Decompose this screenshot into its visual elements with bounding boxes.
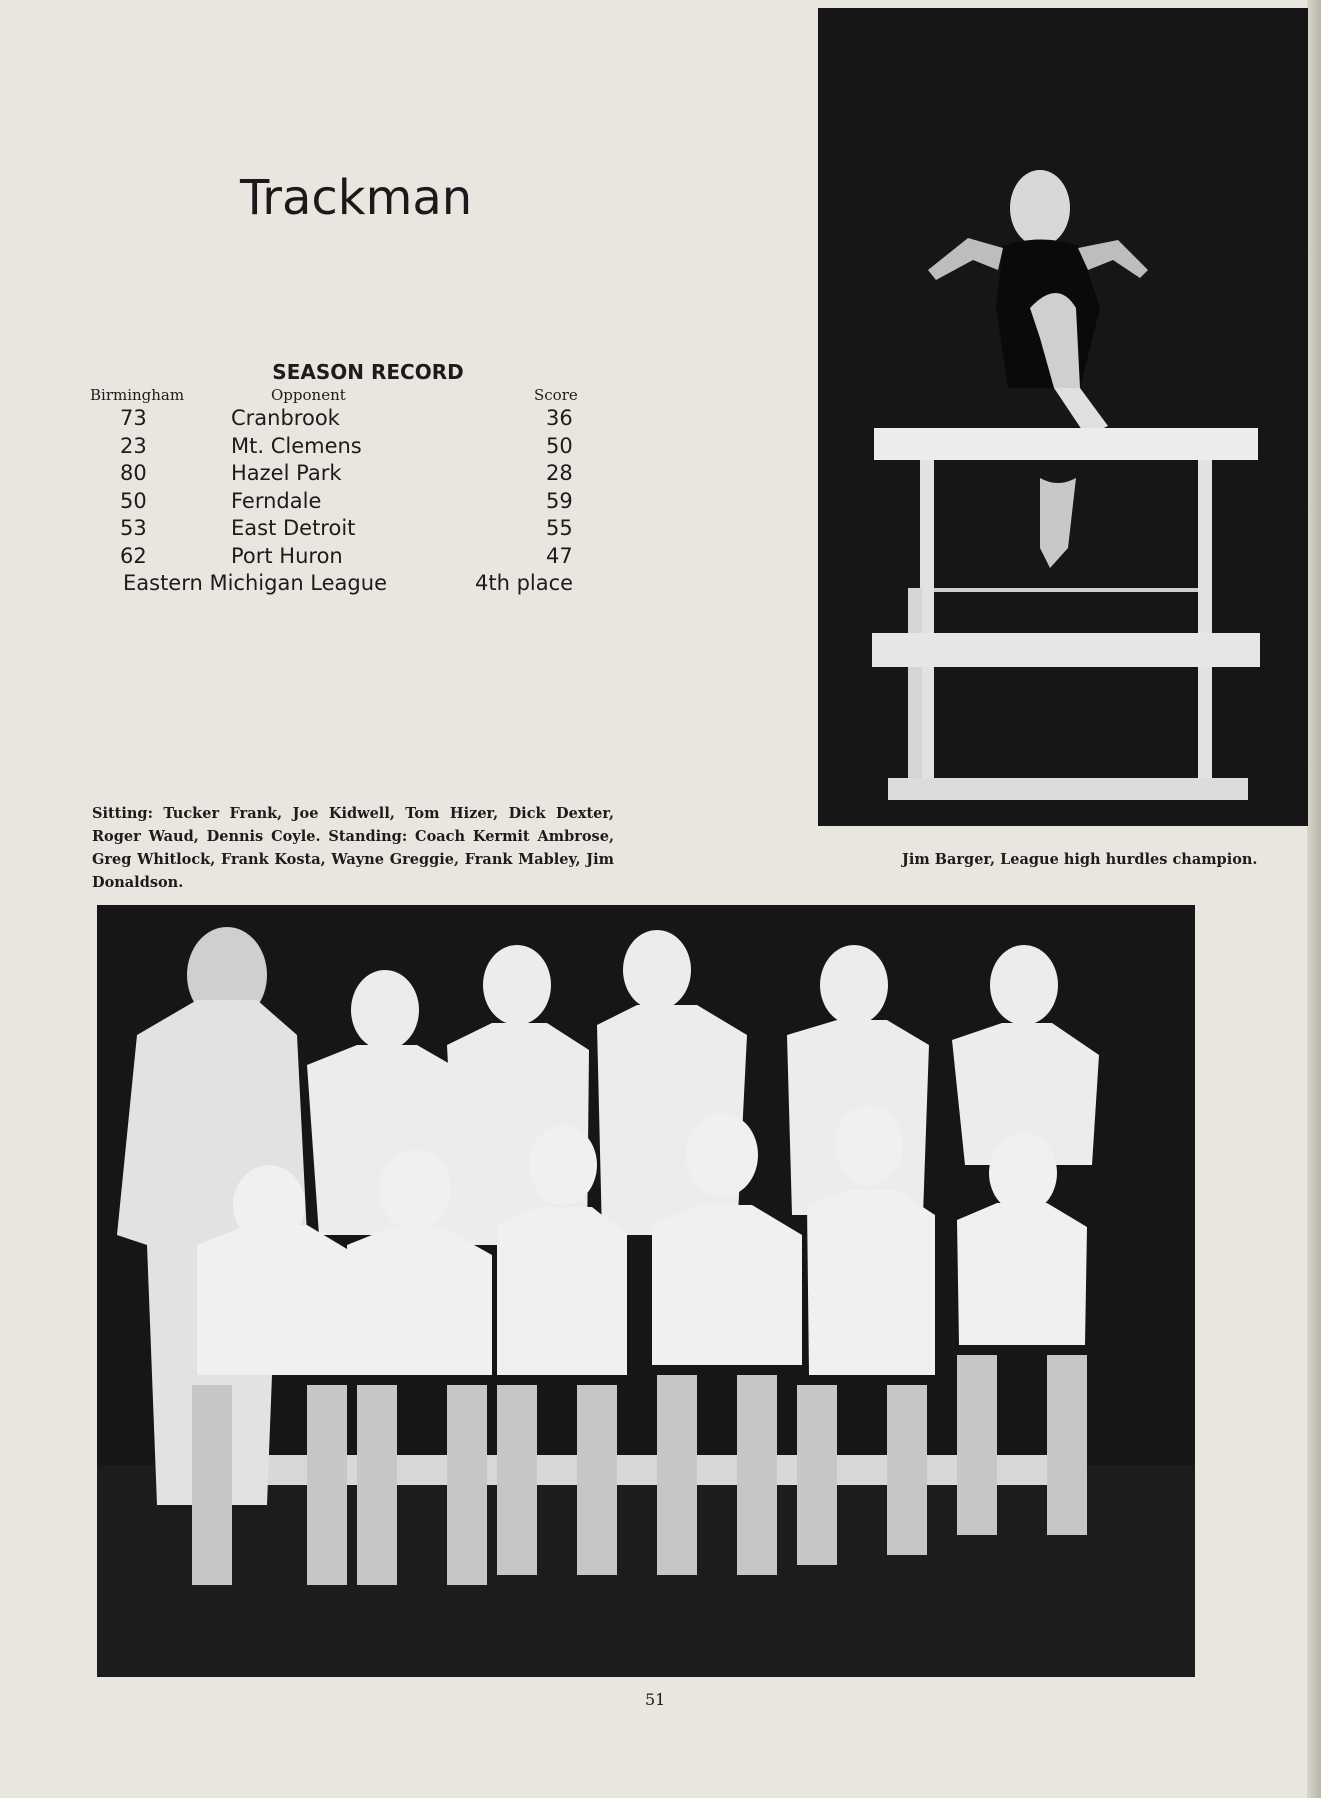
opponent-score: 59 — [546, 488, 573, 513]
column-score: Score — [534, 386, 578, 404]
birmingham-score: 73 — [120, 406, 147, 430]
birmingham-score: 23 — [120, 433, 147, 458]
opponent-score: 47 — [546, 543, 573, 568]
column-birmingham: Birmingham — [90, 386, 185, 404]
season-record-table — [88, 360, 588, 599]
opponent-score: 28 — [546, 461, 573, 485]
birmingham-score: 62 — [120, 543, 147, 568]
league-result: 4th place — [475, 571, 574, 595]
record-row — [88, 489, 588, 517]
league-row — [88, 571, 588, 599]
column-opponent: Opponent — [271, 386, 346, 404]
opponent-score: 36 — [546, 406, 573, 430]
record-row — [88, 406, 588, 434]
season-record-heading: SEASON RECORD — [272, 360, 464, 384]
hurdle-caption: Jim Barger, League high hurdles champion. — [902, 851, 1258, 868]
opponent-name: Mt. Clemens — [231, 433, 362, 458]
birmingham-score: 53 — [120, 516, 147, 540]
record-row — [88, 544, 588, 572]
birmingham-score: 80 — [120, 461, 147, 485]
opponent-name: East Detroit — [231, 516, 356, 540]
record-row — [88, 516, 588, 544]
record-row — [88, 461, 588, 489]
opponent-score: 55 — [546, 516, 573, 540]
season-record-columns — [88, 386, 588, 406]
opponent-name: Ferndale — [231, 488, 322, 513]
opponent-score: 50 — [546, 433, 573, 458]
team-photo — [97, 905, 1195, 1677]
league-name: Eastern Michigan League — [123, 571, 387, 595]
opponent-name: Port Huron — [231, 543, 343, 568]
hurdle-photo — [818, 8, 1308, 826]
opponent-name: Hazel Park — [231, 461, 342, 485]
birmingham-score: 50 — [120, 488, 147, 513]
opponent-name: Cranbrook — [231, 406, 340, 430]
page-edge — [1307, 0, 1321, 1798]
record-row — [88, 434, 588, 462]
page-number: 51 — [645, 1690, 666, 1709]
page-title: Trackman — [240, 170, 473, 226]
team-caption: Sitting: Tucker Frank, Joe Kidwell, Tom Hizer, Dick Dexter, Roger Waud, Dennis Coyle. Standing: Coach Kermit Ambrose, Greg Whitlock, Frank Kosta, Wayne Greggie, Frank Mabley, Jim Donaldson. — [92, 805, 614, 891]
